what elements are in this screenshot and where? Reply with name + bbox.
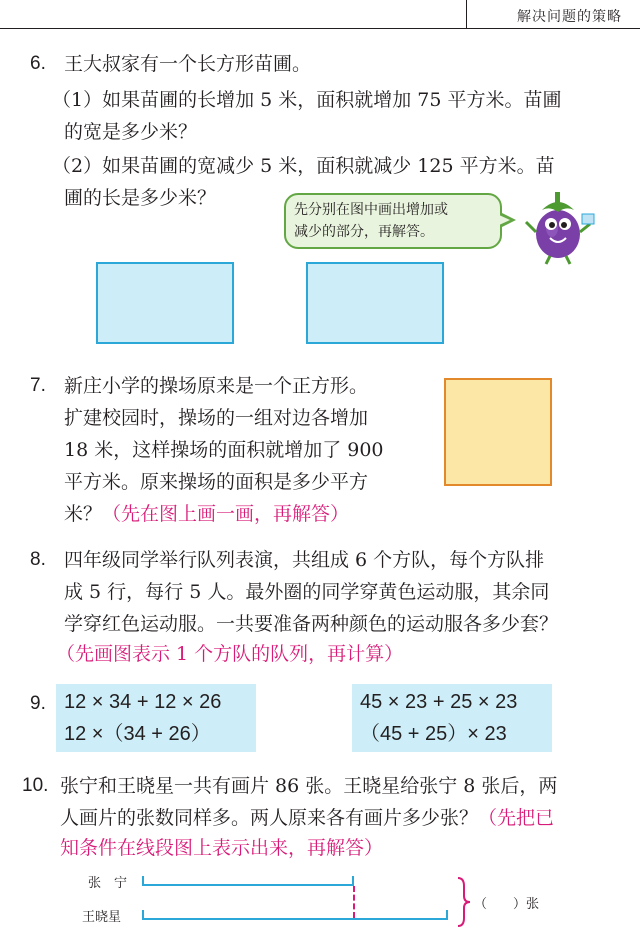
q8-line3: 学穿红色运动服。一共要准备两种颜色的运动服各多少套？	[64, 613, 559, 635]
q6-part1-line2: 的宽是多少米？	[64, 121, 198, 143]
header-divider	[466, 0, 467, 28]
segment-dashed-divider	[353, 886, 355, 918]
q6-rectangle-1	[96, 262, 234, 344]
bubble-line-1: 先分别在图中画出增加或	[294, 202, 448, 218]
q8-number: 8.	[30, 549, 46, 570]
segment-label-wangxiaoxing: 王晓星	[82, 910, 122, 925]
bubble-tail-fill	[499, 215, 510, 225]
q10-line2-text: 人画片的张数同样多。两人原来各有画片多少张？	[60, 807, 479, 829]
q10-hint-part2: 知条件在线段图上表示出来，再解答）	[60, 837, 384, 859]
q7-line3: 18 米，这样操场的面积就增加了 900	[64, 439, 384, 461]
q7-number: 7.	[30, 375, 46, 396]
q7-hint: （先在图上画一画，再解答）	[102, 503, 350, 525]
q6-part1-line1: （1）如果苗圃的长增加 5 米，面积就增加 75 平方米。苗圃	[52, 89, 562, 111]
q10-hint-part1: （先把已	[478, 807, 555, 829]
q6-number: 6.	[30, 53, 46, 74]
q10-number: 10.	[22, 775, 49, 796]
q7-line2: 扩建校园时，操场的一组对边各增加	[64, 407, 369, 429]
q9-left-expr-1: 12 × 34 + 12 × 26	[64, 691, 222, 713]
q6-stem: 王大叔家有一个长方形苗圃。	[64, 53, 312, 75]
segment-label-zhangning: 张 宁	[88, 876, 128, 891]
q9-right-expr-2: （45 + 25）× 23	[360, 723, 507, 745]
q6-part2-line1: （2）如果苗圃的宽减少 5 米，面积就减少 125 平方米。苗	[52, 155, 555, 177]
bubble-line-2: 减少的部分，再解答。	[294, 224, 434, 240]
q9-left-box	[56, 684, 256, 752]
q10-line1: 张宁和王晓星一共有画片 86 张。王晓星给张宁 8 张后，两	[60, 775, 558, 797]
q8-line2: 成 5 行，每行 5 人。最外圈的同学穿黄色运动服，其余同	[64, 581, 550, 603]
brace-icon	[454, 876, 474, 928]
page-header	[0, 0, 640, 30]
hint-speech-bubble	[284, 193, 502, 249]
q8-line1: 四年级同学举行队列表演，共组成 6 个方队，每个方队排	[64, 549, 545, 571]
q6-rectangle-2	[306, 262, 444, 344]
header-title: 解决问题的策略	[517, 9, 622, 25]
header-rule	[0, 28, 640, 29]
segment-wangxiaoxing	[142, 918, 448, 920]
q9-number: 9.	[30, 693, 46, 714]
segment-a-end-tick	[352, 876, 354, 886]
q7-line1: 新庄小学的操场原来是一个正方形。	[64, 375, 369, 397]
q9-right-expr-1: 45 × 23 + 25 × 23	[360, 691, 518, 713]
q7-line5-text: 米？	[64, 503, 103, 525]
segment-zhangning	[142, 884, 354, 886]
q6-part2-line2: 圃的长是多少米？	[64, 187, 217, 209]
q7-line5	[64, 496, 349, 532]
q9-right-box	[352, 684, 552, 752]
answer-blank: （ ）张	[474, 897, 540, 912]
segment-b-end-tick	[446, 910, 448, 920]
q7-square-field	[444, 378, 552, 486]
q7-line4: 平方米。原来操场的面积是多少平方	[64, 471, 369, 493]
q8-hint: （先画图表示 1 个方队的队列，再计算）	[56, 643, 404, 665]
q9-left-expr-2: 12 ×（34 + 26）	[64, 723, 211, 745]
eggplant-mascot-icon	[518, 186, 600, 266]
